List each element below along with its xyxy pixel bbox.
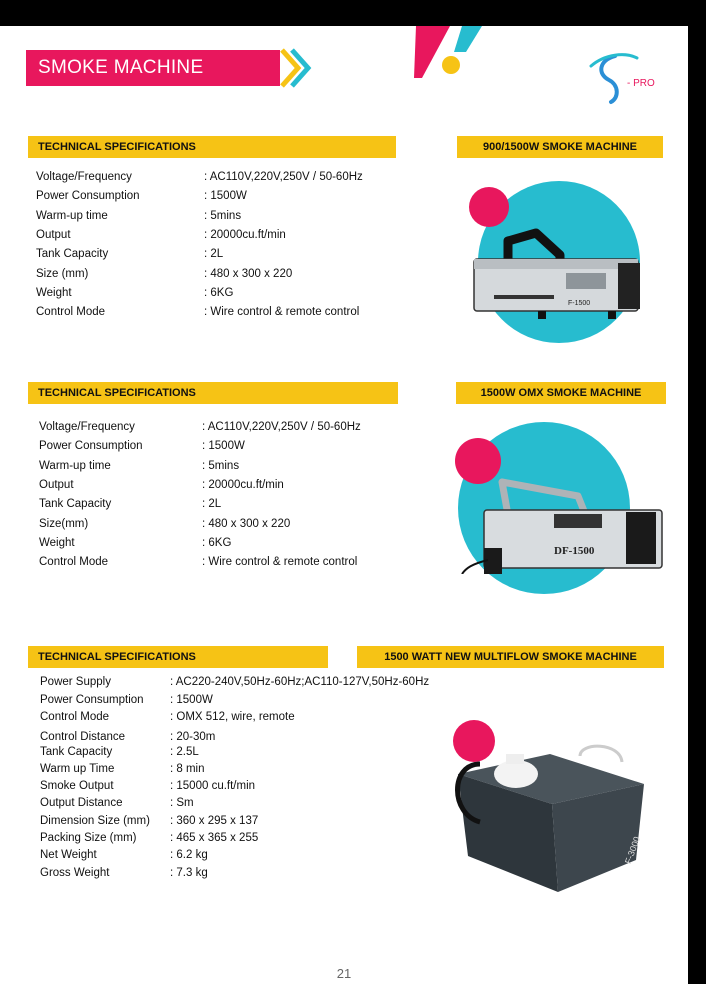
spec-label: Power Consumption — [36, 190, 140, 202]
spec-label: Tank Capacity — [39, 498, 112, 510]
spec-label: Control Mode — [39, 556, 109, 568]
spec-label: Weight — [36, 287, 72, 299]
spec-value: : AC110V,220V,250V / 50-60Hz — [202, 421, 361, 433]
spec-value: : 465 x 365 x 255 — [170, 831, 259, 844]
spec-value: : AC220-240V,50Hz-60Hz;AC110-127V,50Hz-60Hz — [170, 676, 430, 688]
spec-value: : 20000cu.ft/min — [202, 479, 284, 491]
spec-label: Tank Capacity — [36, 248, 109, 260]
spec-value: : 2L — [202, 498, 222, 510]
spec-heading: TECHNICAL SPECIFICATIONS — [28, 646, 328, 668]
spec-value: : 15000 cu.ft/min — [170, 780, 256, 792]
spec-label: Size (mm) — [36, 268, 89, 280]
chevron-arrows-icon — [278, 48, 314, 88]
spec-value: : 1500W — [170, 693, 213, 706]
machine-model-label: DF-1500 — [554, 545, 595, 557]
spec-value: : 5mins — [202, 460, 240, 472]
spec-value: : Sm — [170, 797, 194, 809]
spec-value: : 6.2 kg — [170, 849, 208, 861]
smoke-machine-image — [468, 211, 646, 323]
spec-label: Control Distance — [40, 731, 126, 743]
spec-value: : 1500W — [202, 440, 245, 452]
spec-label: Voltage/Frequency — [39, 421, 135, 433]
logo-text: - PRO — [627, 78, 655, 89]
spec-label: Power Supply — [40, 676, 111, 688]
spec-value: : 8 min — [170, 762, 205, 775]
smoke-machine-image — [458, 456, 668, 574]
spec-value: : 1500W — [204, 190, 247, 202]
spec-value: : 5mins — [204, 210, 242, 222]
spec-label: Smoke Output — [40, 780, 114, 792]
spec-value: : 7.3 kg — [170, 866, 208, 879]
spec-label: Packing Size (mm) — [40, 831, 137, 844]
spec-value: : 6KG — [204, 287, 234, 299]
spec-label: Warm-up time — [39, 460, 111, 472]
spec-label: Control Mode — [40, 711, 110, 723]
spec-value: : 360 x 295 x 137 — [170, 814, 259, 827]
spec-value: : OMX 512, wire, remote — [170, 711, 295, 723]
spec-value: : 20-30m — [170, 731, 216, 743]
spec-value: : 2.5L — [170, 745, 199, 758]
spec-label: Control Mode — [36, 306, 106, 318]
spec-label: Output Distance — [40, 797, 123, 809]
spec-value: : 6KG — [202, 537, 232, 549]
machine-model-label: F-3000 — [622, 835, 643, 866]
spec-value: : AC110V,220V,250V / 50-60Hz — [204, 171, 363, 183]
decorative-shapes — [410, 26, 500, 82]
spec-label: Warm-up time — [36, 210, 108, 222]
spec-label: Output — [36, 229, 71, 241]
spec-heading: TECHNICAL SPECIFICATIONS — [28, 136, 396, 158]
spec-label: Net Weight — [40, 849, 97, 861]
spec-value: : 20000cu.ft/min — [204, 229, 286, 241]
spec-label: Power Consumption — [40, 693, 144, 706]
machine-model-label: F-1500 — [568, 300, 591, 307]
spec-label: Power Consumption — [39, 440, 143, 452]
spec-label: Weight — [39, 537, 75, 549]
product-name: 900/1500W SMOKE MACHINE — [457, 136, 663, 158]
product-name: 1500W OMX SMOKE MACHINE — [456, 382, 666, 404]
spec-value: : Wire control & remote control — [204, 306, 360, 318]
spec-label: Dimension Size (mm) — [40, 814, 150, 827]
spec-value: : 480 x 300 x 220 — [204, 268, 293, 280]
product-name: 1500 WATT NEW MULTIFLOW SMOKE MACHINE — [357, 646, 664, 668]
spec-value: : 2L — [204, 248, 224, 260]
spec-value: : Wire control & remote control — [202, 556, 358, 568]
spec-label: Output — [39, 479, 74, 491]
spec-label: Warm up Time — [40, 762, 115, 775]
spec-label: Tank Capacity — [40, 745, 113, 758]
smoke-machine-image — [440, 734, 650, 894]
page-number: 21 — [336, 966, 352, 981]
spec-heading: TECHNICAL SPECIFICATIONS — [28, 382, 398, 404]
spec-value: : 480 x 300 x 220 — [202, 518, 291, 530]
spec-label: Gross Weight — [40, 866, 110, 879]
page-title: SMOKE MACHINE — [26, 50, 280, 86]
spec-label: Size(mm) — [39, 518, 89, 530]
spec-label: Voltage/Frequency — [36, 171, 132, 183]
catalog-page — [0, 26, 688, 984]
